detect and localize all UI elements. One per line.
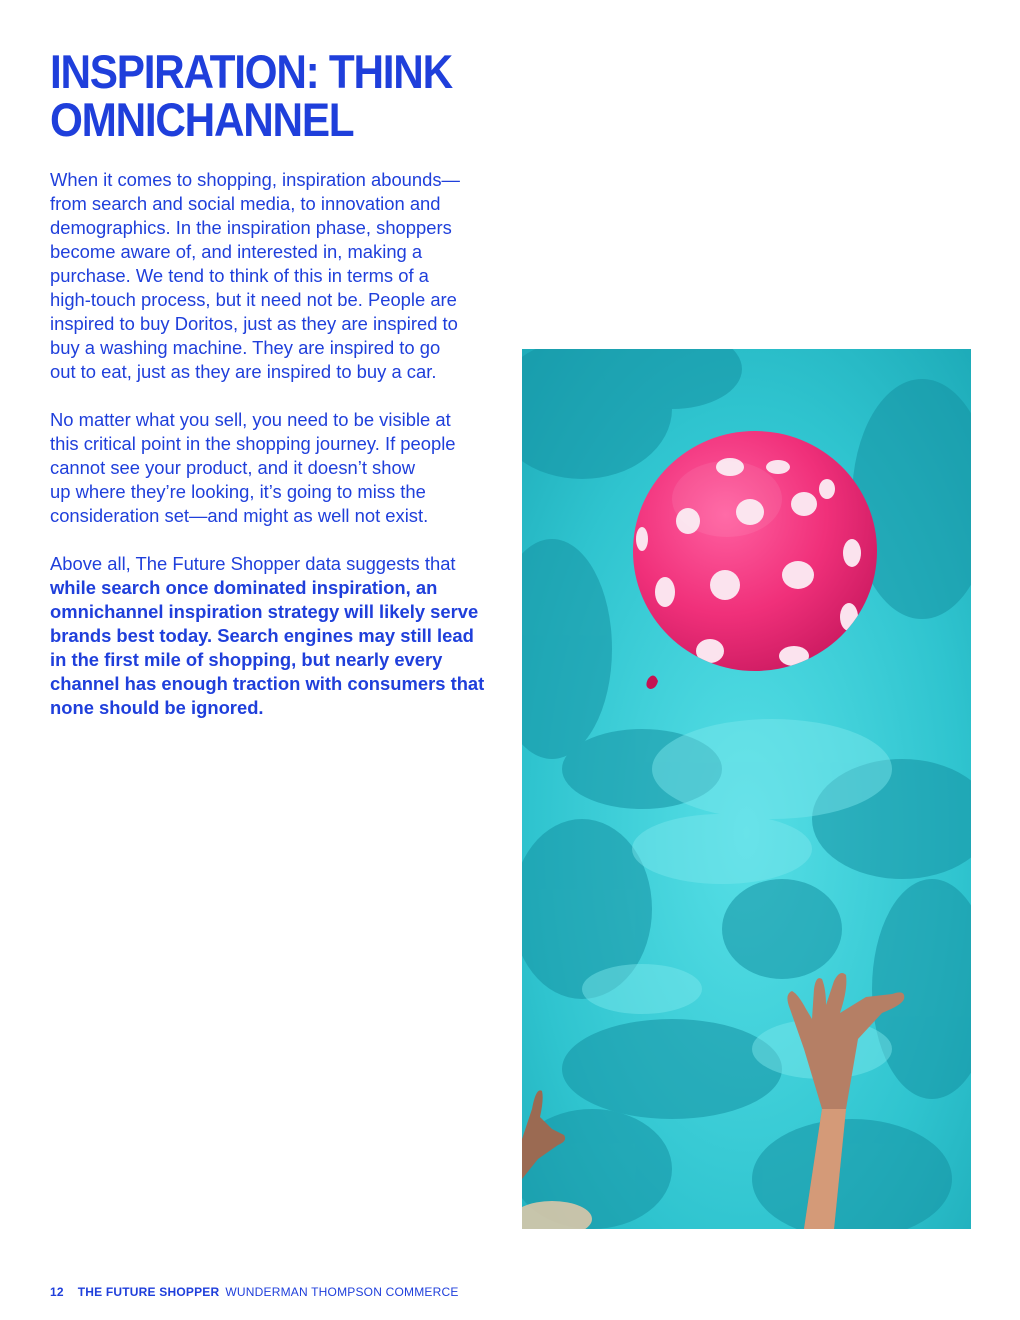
text-line: up where they’re looking, it’s going to miss the: [50, 481, 426, 502]
bold-text-line: channel has enough traction with consumers that: [50, 673, 485, 694]
paragraph-inspiration: [50, 168, 510, 384]
page-footer: [50, 1285, 459, 1299]
paragraph-visibility: [50, 408, 510, 528]
bold-text-line: omnichannel inspiration strategy will likely serve: [50, 601, 479, 622]
organization-name: WUNDERMAN THOMPSON COMMERCE: [225, 1285, 459, 1299]
text-line: high-touch process, but it need not be. People are: [50, 289, 457, 310]
text-line: this critical point in the shopping journey. If people: [50, 433, 456, 454]
text-line: demographics. In the inspiration phase, shoppers: [50, 217, 452, 238]
text-line: purchase. We tend to think of this in terms of a: [50, 265, 429, 286]
balloon-photo: [522, 349, 971, 1229]
paragraph-conclusion: [50, 552, 510, 720]
text-line: consideration set—and might as well not exist.: [50, 505, 429, 526]
text-line: When it comes to shopping, inspiration abounds—: [50, 169, 460, 190]
bold-text-line: while search once dominated inspiration, an: [50, 577, 438, 598]
text-line: from search and social media, to innovation and: [50, 193, 441, 214]
bold-text-line: brands best today. Search engines may still lead: [50, 625, 474, 646]
bold-text-line: in the first mile of shopping, but nearly every: [50, 649, 443, 670]
text-line: cannot see your product, and it doesn’t show: [50, 457, 415, 478]
text-line: Above all, The Future Shopper data suggests that: [50, 553, 456, 574]
balloon-photo-illustration: [522, 349, 971, 1229]
body-text: [50, 168, 510, 744]
page-title-line-1: INSPIRATION: THINK: [50, 45, 452, 98]
page-number: 12: [50, 1285, 64, 1299]
page-title: [50, 45, 464, 146]
page-title-line-2: OMNICHANNEL: [50, 93, 354, 146]
text-line: buy a washing machine. They are inspired to go: [50, 337, 441, 358]
text-line: become aware of, and interested in, making a: [50, 241, 423, 262]
text-line: inspired to buy Doritos, just as they are inspired to: [50, 313, 458, 334]
publication-name: THE FUTURE SHOPPER: [77, 1285, 220, 1299]
text-line: No matter what you sell, you need to be visible at: [50, 409, 451, 430]
bold-text-line: none should be ignored.: [50, 697, 264, 718]
text-line: out to eat, just as they are inspired to buy a car.: [50, 361, 437, 382]
